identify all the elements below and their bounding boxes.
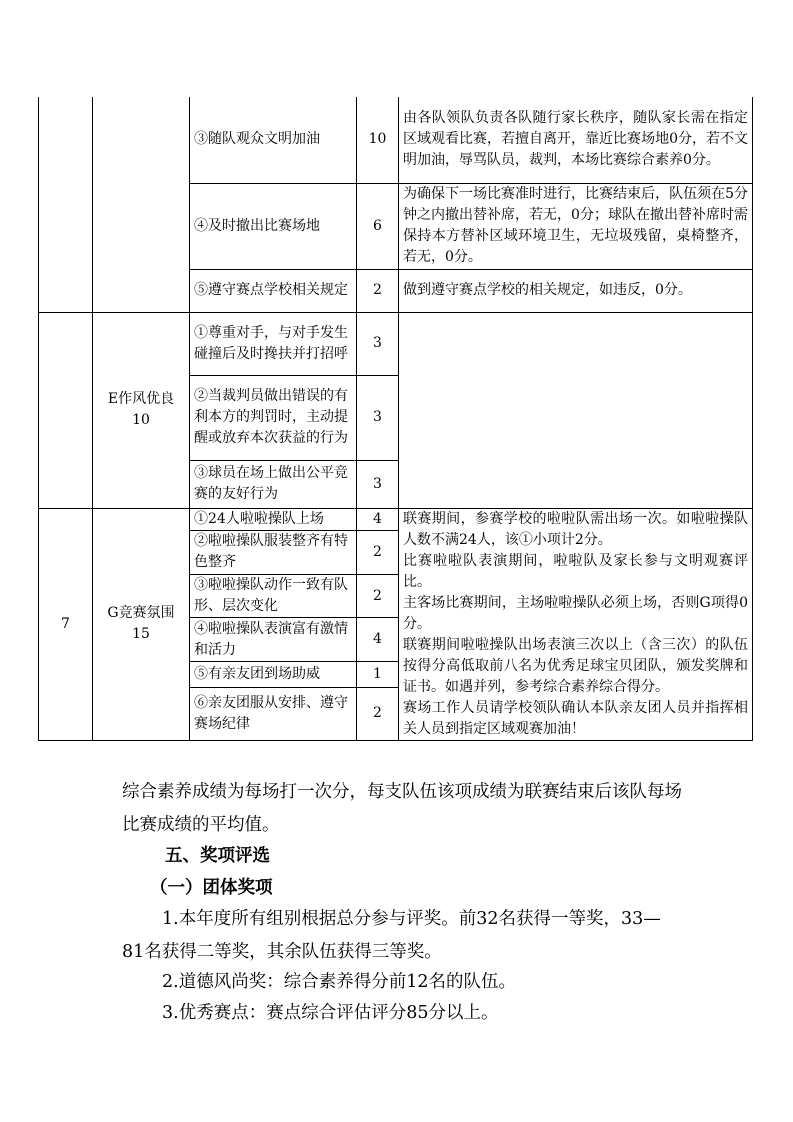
category-cell (93, 97, 190, 312)
subsection-heading: （一）团体奖项 (150, 878, 273, 898)
standard-cell (399, 508, 753, 740)
number-cell: 7 (39, 508, 93, 740)
item-cell: ③随队观众文明加油 (190, 97, 357, 183)
standard-line: 联赛期间啦啦操队出场表演三次以上（含三次）的队伍按得分高低取前八名为优秀足球宝贝团队，颁发奖牌和证书。如遇并列，参考综合素养综合得分。 (403, 636, 748, 695)
points-cell: 2 (357, 687, 399, 740)
section-heading: 五、奖项评选 (165, 846, 270, 866)
standard-line: 比赛啦啦队表演期间，啦啦队及家长参与文明观赛评比。 (403, 552, 748, 590)
award-item: 1.本年度所有组别根据总分参与评奖。前32名获得一等奖，33—81名获得二等奖，其余队伍获得三等奖。 (122, 909, 661, 962)
standard-cell: 为确保下一场比赛准时进行，比赛结束后，队伍须在5分钟之内撤出替补席，若无，0分；球队在撤出替补席时需保持本方替补区域环境卫生，无垃圾残留，桌椅整齐，若无，0分。 (399, 183, 753, 269)
item-cell: ⑥亲友团服从安排、遵守赛场纪律 (190, 687, 357, 740)
item-cell: ①24人啦啦操队上场 (190, 508, 357, 530)
category-name: G竞赛氛围 (107, 605, 175, 621)
points-cell: 3 (357, 460, 399, 508)
standard-line: 联赛期间，参赛学校的啦啦队需出场一次。如啦啦操队人数不满24人，该①小项计2分。 (403, 510, 748, 548)
table-row (39, 97, 753, 183)
item-cell: ⑤遵守赛点学校相关规定 (190, 269, 357, 312)
standard-cell (399, 312, 753, 508)
scoring-table (38, 97, 753, 741)
standard-line: 赛场工作人员请学校领队确认本队亲友团人员并指挥相关人员到指定区域观赛加油！ (403, 699, 748, 737)
award-item: 2.道德风尚奖：综合素养得分前12名的队伍。 (162, 972, 516, 992)
item-cell: ③球员在场上做出公平竞赛的友好行为 (190, 460, 357, 508)
points-cell: 2 (357, 574, 399, 618)
standard-cell: 做到遵守赛点学校的相关规定，如违反，0分。 (399, 269, 753, 312)
award-item: 3.优秀赛点：赛点综合评估评分85分以上。 (162, 1003, 499, 1023)
points-cell: 3 (357, 375, 399, 460)
points-cell: 3 (357, 312, 399, 375)
item-cell: ④啦啦操队表演富有激情和活力 (190, 618, 357, 662)
points-cell: 2 (357, 530, 399, 574)
table-row (39, 508, 753, 530)
points-cell: 4 (357, 508, 399, 530)
standard-line: 主客场比赛期间，主场啦啦操队必须上场，否则G项得0分。 (403, 594, 748, 632)
points-cell: 4 (357, 618, 399, 662)
points-cell: 1 (357, 662, 399, 687)
number-cell (39, 97, 93, 312)
category-name: E作风优良 (107, 391, 175, 407)
item-cell: ②啦啦操队服装整齐有特色整齐 (190, 530, 357, 574)
points-cell: 6 (357, 183, 399, 269)
category-score: 15 (132, 626, 150, 642)
category-cell (93, 508, 190, 740)
points-cell: 2 (357, 269, 399, 312)
number-cell (39, 312, 93, 508)
item-cell: ②当裁判员做出错误的有利本方的判罚时，主动提醒或放弃本次获益的行为 (190, 375, 357, 460)
item-cell: ③啦啦操队动作一致有队形、层次变化 (190, 574, 357, 618)
item-cell: ①尊重对手，与对手发生碰撞后及时搀扶并打招呼 (190, 312, 357, 375)
item-cell: ⑤有亲友团到场助威 (190, 662, 357, 687)
standard-cell: 由各队领队负责各队随行家长秩序，随队家长需在指定区域观看比赛，若擅自离开，靠近比赛场地0分，若不文明加油，辱骂队员，裁判，本场比赛综合素养0分。 (399, 97, 753, 183)
item-cell: ④及时撤出比赛场地 (190, 183, 357, 269)
points-cell: 10 (357, 97, 399, 183)
category-cell (93, 312, 190, 508)
table-row (39, 312, 753, 375)
category-score: 10 (132, 412, 150, 428)
score-note-paragraph: 综合素养成绩为每场打一次分，每支队伍该项成绩为联赛结束后该队每场比赛成绩的平均值。 (122, 782, 682, 835)
